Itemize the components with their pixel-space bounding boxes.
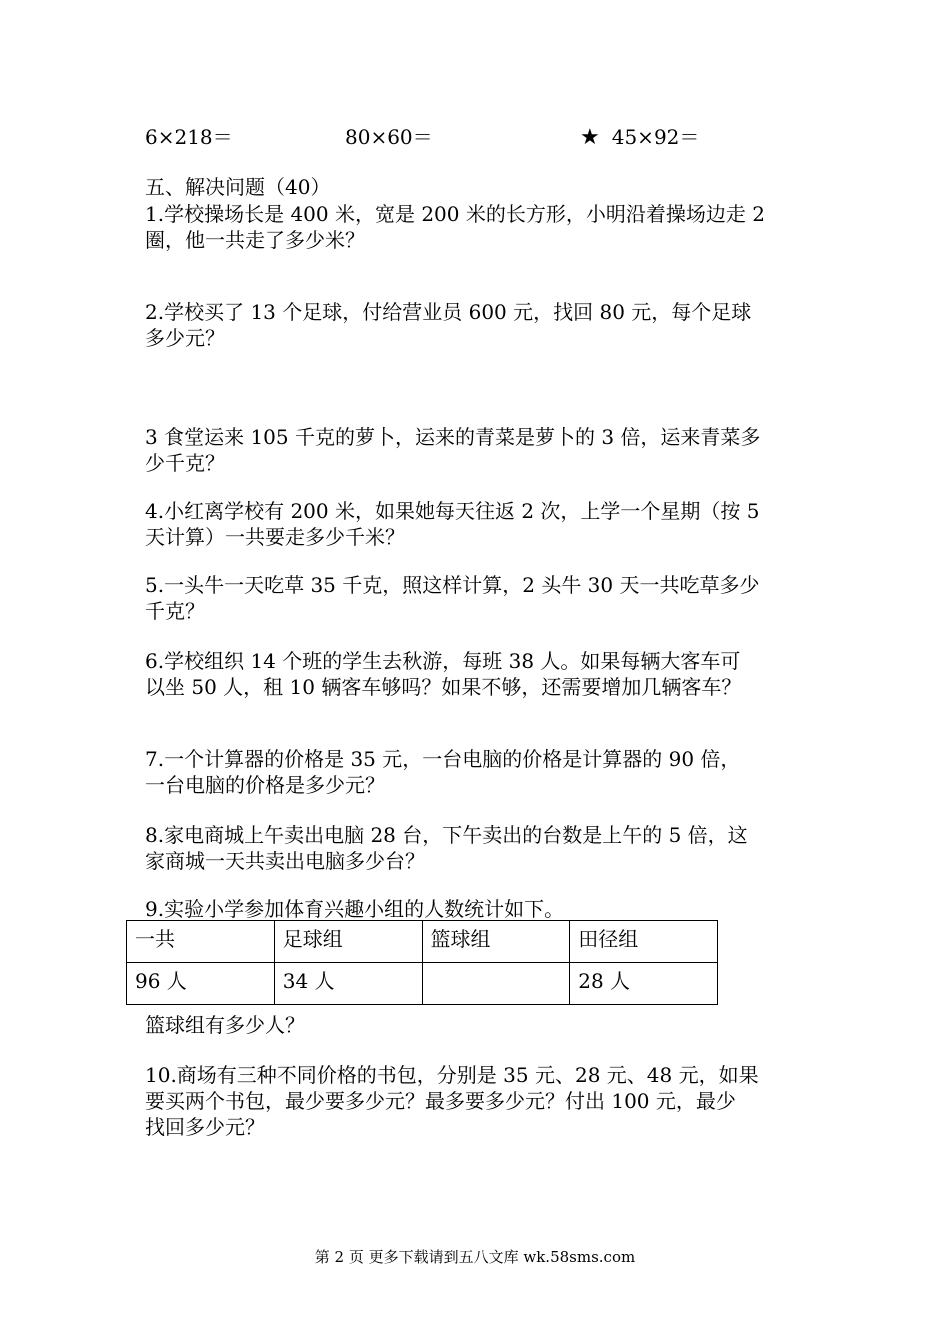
star-icon: ★ [580,125,600,150]
problem-9-question: 篮球组有多少人？ [145,1013,305,1037]
table-header-row [127,921,718,963]
problem-1-line-1: 1.学校操场长是 400 米，宽是 200 米的长方形，小明沿着操场边走 2 [145,202,765,226]
table-cell: 28 人 [570,963,718,1005]
problem-3-line-2: 少千克？ [145,451,225,475]
table-header-cell: 足球组 [274,921,422,963]
table-header-cell: 田径组 [570,921,718,963]
calc-1: 6×218＝ [145,125,233,149]
problem-4-line-2: 天计算）一共要走多少千米？ [145,525,405,549]
stats-table [126,920,718,1005]
table-cell: 34 人 [274,963,422,1005]
problem-4-line-1: 4.小红离学校有 200 米，如果她每天往返 2 次，上学一个星期（按 5 [145,499,760,523]
calc-2: 80×60＝ [345,125,433,149]
table-cell: 96 人 [127,963,275,1005]
calc-3 [580,124,699,151]
page-footer: 第 2 页 更多下载请到五八文库 wk.58sms.com [314,1248,636,1266]
problem-6-line-1: 6.学校组织 14 个班的学生去秋游，每班 38 人。如果每辆大客车可 [145,649,741,673]
problem-10-line-3: 找回多少元？ [145,1115,265,1139]
problem-6-line-2: 以坐 50 人，租 10 辆客车够吗？如果不够，还需要增加几辆客车？ [145,675,742,699]
problem-7-line-2: 一台电脑的价格是多少元？ [145,773,385,797]
problem-10-line-2: 要买两个书包，最少要多少元？最多要多少元？付出 100 元，最少 [145,1089,736,1113]
problem-8-line-1: 8.家电商城上午卖出电脑 28 台，下午卖出的台数是上午的 5 倍，这 [145,823,748,847]
table-cell [422,963,570,1005]
problem-7-line-1: 7.一个计算器的价格是 35 元，一台电脑的价格是计算器的 90 倍， [145,747,741,771]
problem-9-line-1: 9.实验小学参加体育兴趣小组的人数统计如下。 [145,897,565,921]
table-header-cell: 篮球组 [422,921,570,963]
problem-3-line-1: 3 食堂运来 105 千克的萝卜，运来的青菜是萝卜的 3 倍，运来青菜多 [145,425,761,449]
problem-1-line-2: 圈，他一共走了多少米？ [145,228,365,252]
problem-10-line-1: 10.商场有三种不同价格的书包，分别是 35 元、28 元、48 元，如果 [145,1063,759,1087]
problem-5-line-1: 5.一头牛一天吃草 35 千克，照这样计算，2 头牛 30 天一共吃草多少 [145,573,760,597]
problem-8-line-2: 家商城一天共卖出电脑多少台？ [145,849,425,873]
section-title: 五、解决问题（40） [145,175,331,199]
problem-2-line-1: 2.学校买了 13 个足球，付给营业员 600 元，找回 80 元，每个足球 [145,300,752,324]
calc-3-expr: 45×92＝ [611,125,700,149]
table-header-cell: 一共 [127,921,275,963]
table-row [127,963,718,1005]
problem-2-line-2: 多少元？ [145,326,225,350]
problem-5-line-2: 千克？ [145,599,205,623]
